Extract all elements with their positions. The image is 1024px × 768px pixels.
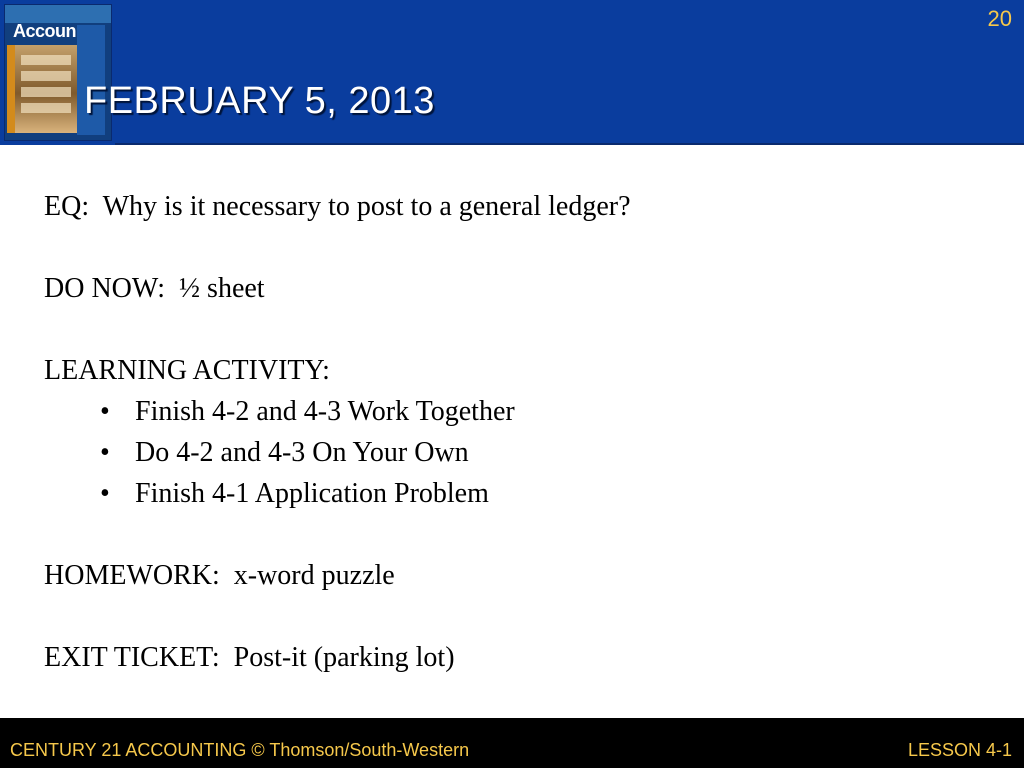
slide-body [44, 186, 984, 678]
textbook-cover-image [0, 0, 115, 145]
bullet-icon: • [100, 396, 110, 427]
list-item [44, 473, 984, 514]
homework: HOMEWORK: x-word puzzle [44, 560, 395, 591]
list-item-text: Finish 4-2 and 4-3 Work Together [135, 396, 515, 427]
bullet-icon: • [100, 478, 110, 509]
footer-lesson-number: LESSON 4-1 [907, 740, 1012, 760]
slide-footer [0, 718, 1024, 768]
exit-ticket: EXIT TICKET: Post-it (parking lot) [44, 642, 455, 673]
list-item [44, 432, 984, 473]
essential-question: EQ: Why is it necessary to post to a general ledger? [44, 191, 631, 222]
book-cover-title: Accoun [13, 21, 77, 41]
footer-copyright: CENTURY 21 ACCOUNTING © Thomson/South-Western [10, 740, 470, 760]
list-item-text: Finish 4-1 Application Problem [135, 478, 489, 509]
list-item-text: Do 4-2 and 4-3 On Your Own [135, 437, 469, 468]
list-item [44, 391, 984, 432]
slide-number: 20 [987, 6, 1012, 31]
bullet-icon: • [100, 437, 110, 468]
slide-title: FEBRUARY 5, 2013 [84, 80, 435, 122]
learning-activity-label: LEARNING ACTIVITY: [44, 355, 330, 386]
slide-header [0, 0, 1024, 145]
do-now: DO NOW: ½ sheet [44, 273, 265, 304]
